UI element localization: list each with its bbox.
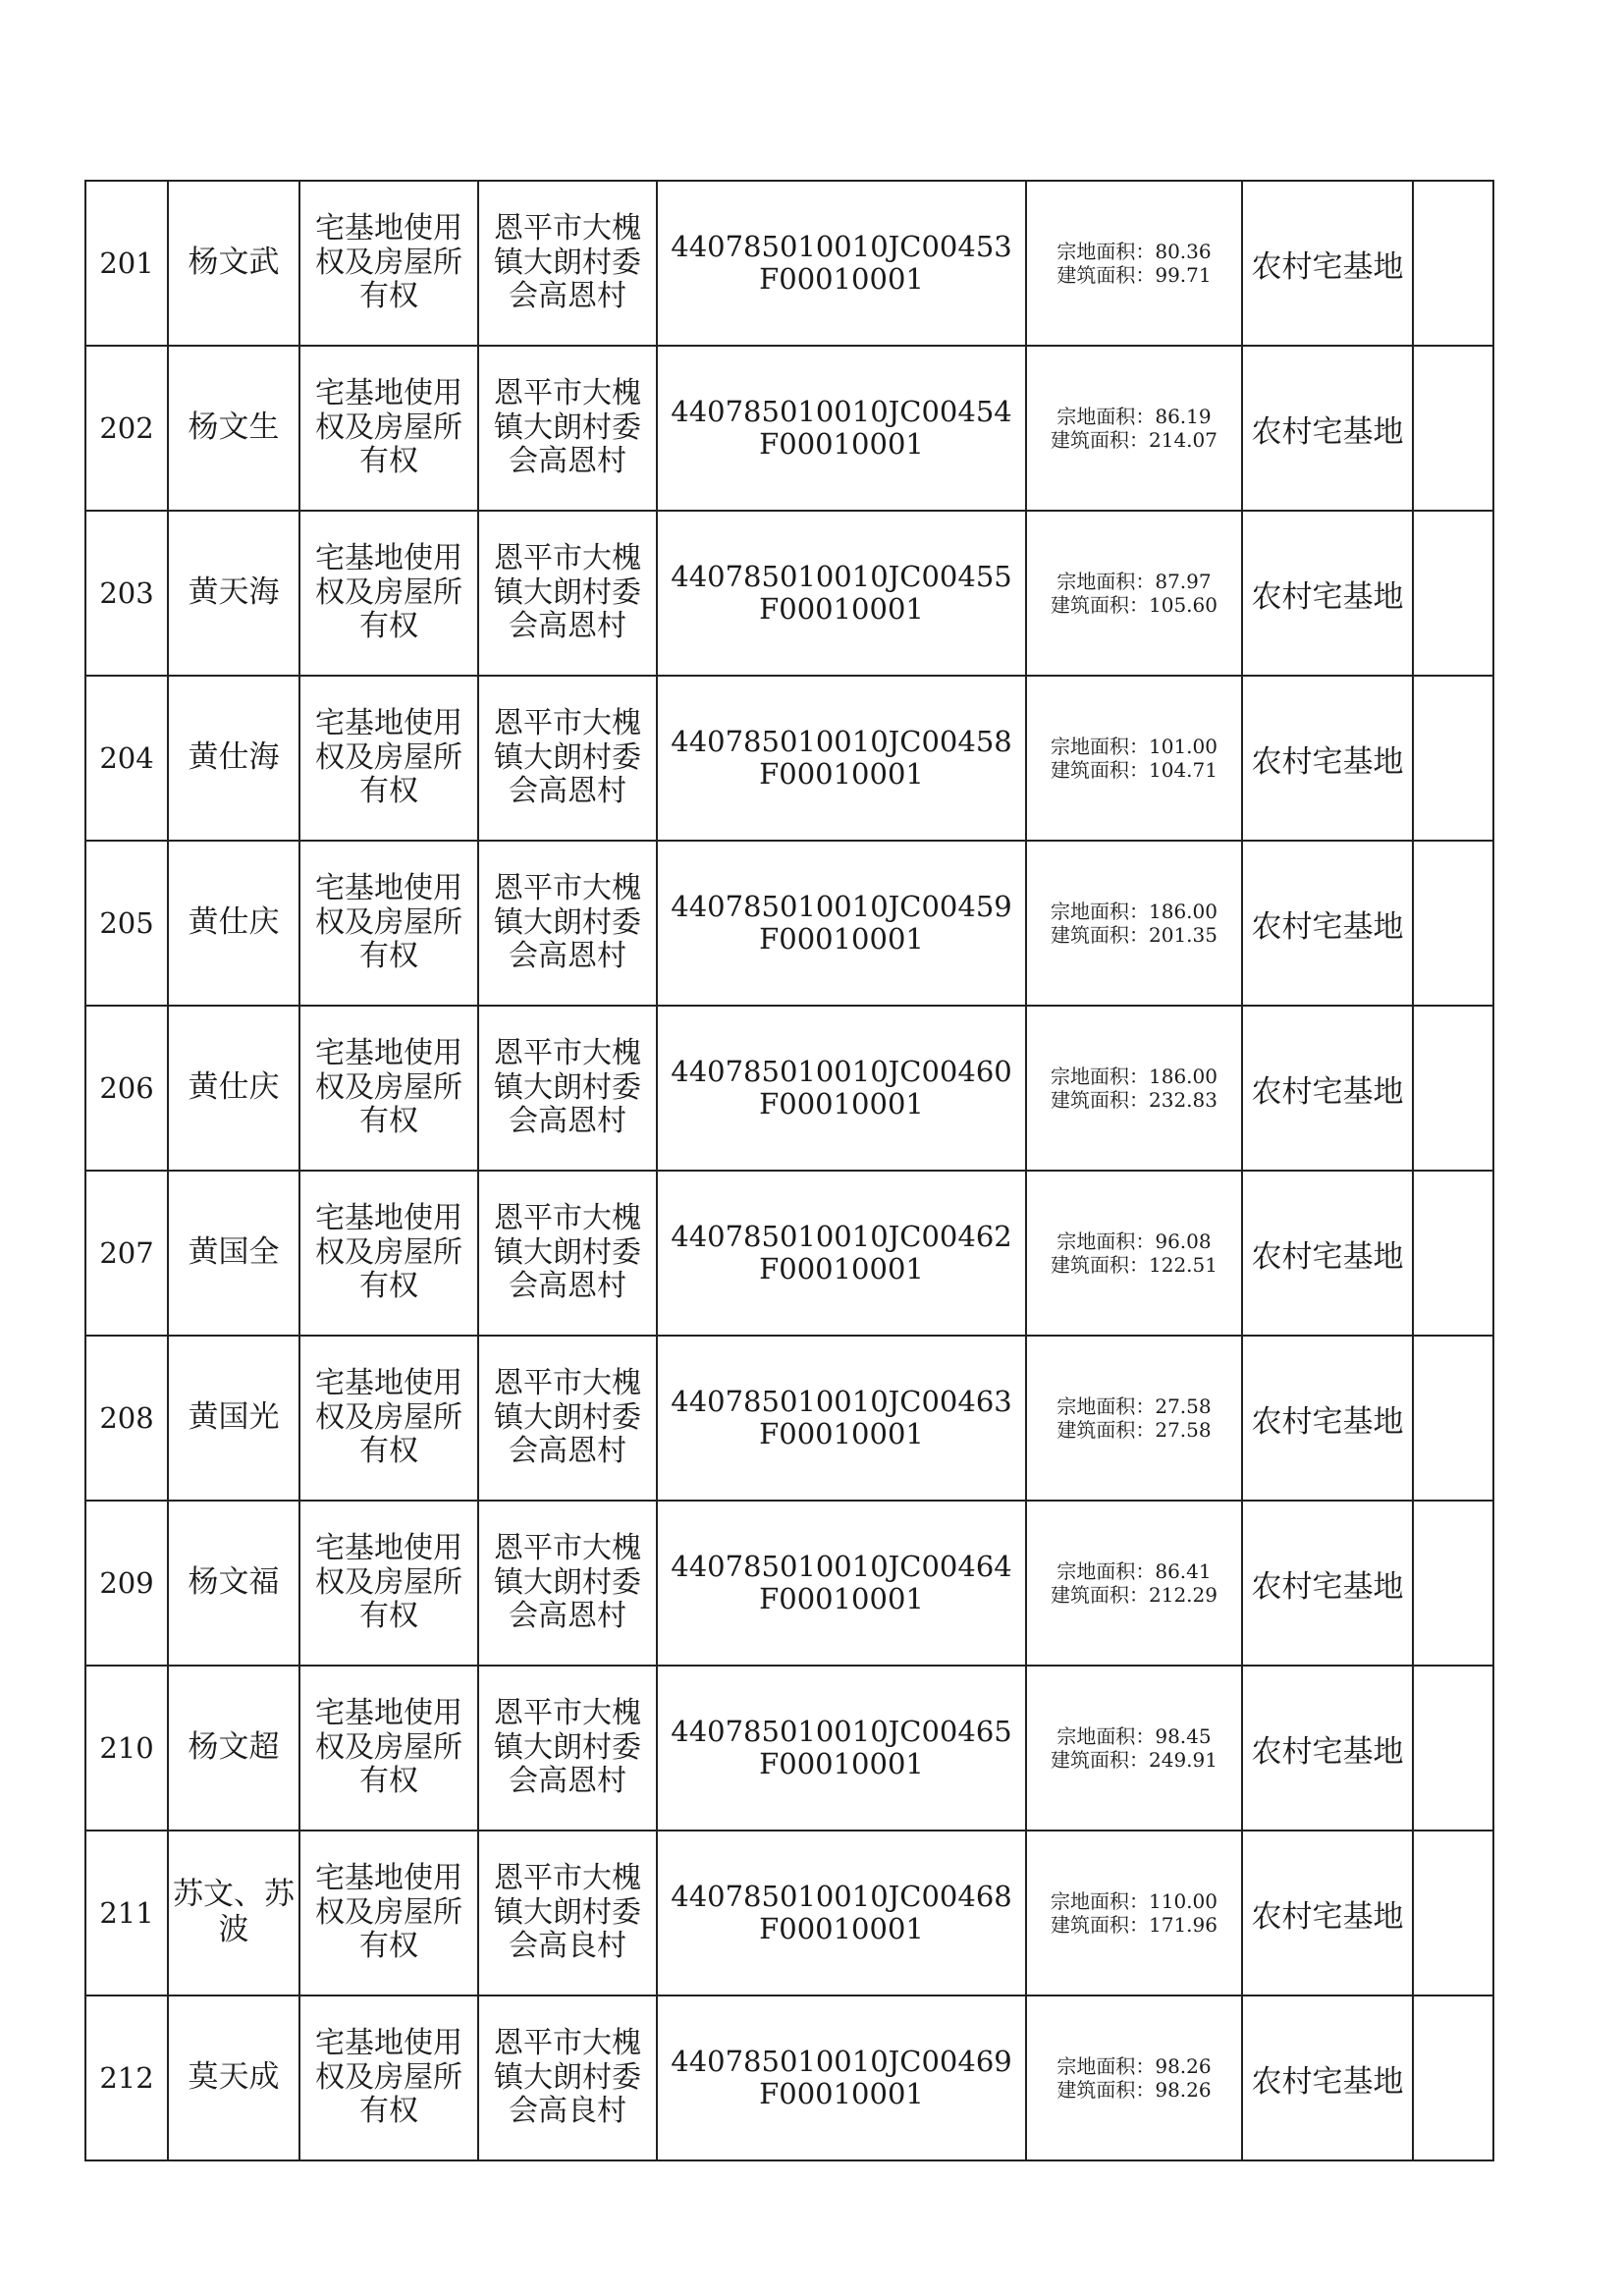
remark-cell [1413, 1171, 1493, 1336]
building-area: 建筑面积：214.07 [1051, 428, 1217, 452]
remark-cell [1413, 841, 1493, 1006]
remark-cell [1413, 676, 1493, 841]
land-use-type: 农村宅基地 [1242, 1666, 1413, 1831]
land-area: 宗地面积：27.58 [1056, 1394, 1212, 1418]
remark-cell [1413, 1501, 1493, 1666]
property-location: 恩平市大槐镇大朗村委会高恩村 [478, 346, 657, 511]
building-area: 建筑面积：249.91 [1051, 1748, 1217, 1772]
land-area: 宗地面积：186.00 [1051, 1065, 1217, 1088]
right-type: 宅基地使用权及房屋所有权 [299, 841, 478, 1006]
row-number: 211 [85, 1831, 168, 1995]
building-area: 建筑面积：122.51 [1051, 1253, 1217, 1277]
unit-code: 440785010010JC00469F00010001 [657, 1995, 1026, 2160]
table-row [85, 511, 1493, 676]
building-area: 建筑面积：232.83 [1051, 1088, 1217, 1112]
unit-code: 440785010010JC00458F00010001 [657, 676, 1026, 841]
land-use-type: 农村宅基地 [1242, 1831, 1413, 1995]
owner-name: 杨文武 [168, 181, 299, 346]
land-area: 宗地面积：80.36 [1056, 240, 1212, 263]
table-row [85, 1336, 1493, 1501]
right-type: 宅基地使用权及房屋所有权 [299, 1831, 478, 1995]
right-type: 宅基地使用权及房屋所有权 [299, 181, 478, 346]
table-row [85, 346, 1493, 511]
area-cell [1026, 1171, 1242, 1336]
right-type: 宅基地使用权及房屋所有权 [299, 346, 478, 511]
owner-name: 杨文生 [168, 346, 299, 511]
unit-code: 440785010010JC00462F00010001 [657, 1171, 1026, 1336]
building-area: 建筑面积：201.35 [1051, 923, 1217, 947]
remark-cell [1413, 1995, 1493, 2160]
row-number: 212 [85, 1995, 168, 2160]
owner-name: 杨文超 [168, 1666, 299, 1831]
property-location: 恩平市大槐镇大朗村委会高恩村 [478, 841, 657, 1006]
owner-name: 黄仕海 [168, 676, 299, 841]
building-area: 建筑面积：105.60 [1051, 593, 1217, 617]
row-number: 205 [85, 841, 168, 1006]
building-area: 建筑面积：99.71 [1056, 263, 1212, 287]
unit-code: 440785010010JC00455F00010001 [657, 511, 1026, 676]
remark-cell [1413, 346, 1493, 511]
row-number: 202 [85, 346, 168, 511]
owner-name: 黄国光 [168, 1336, 299, 1501]
land-use-type: 农村宅基地 [1242, 841, 1413, 1006]
unit-code: 440785010010JC00460F00010001 [657, 1006, 1026, 1171]
table-row [85, 1831, 1493, 1995]
land-use-type: 农村宅基地 [1242, 1006, 1413, 1171]
land-area: 宗地面积：186.00 [1051, 900, 1217, 923]
right-type: 宅基地使用权及房屋所有权 [299, 1666, 478, 1831]
property-location: 恩平市大槐镇大朗村委会高恩村 [478, 511, 657, 676]
property-location: 恩平市大槐镇大朗村委会高良村 [478, 1995, 657, 2160]
land-area: 宗地面积：96.08 [1056, 1230, 1212, 1253]
land-use-type: 农村宅基地 [1242, 346, 1413, 511]
area-cell [1026, 511, 1242, 676]
area-cell [1026, 346, 1242, 511]
area-cell [1026, 1336, 1242, 1501]
owner-name: 黄仕庆 [168, 841, 299, 1006]
right-type: 宅基地使用权及房屋所有权 [299, 676, 478, 841]
property-location: 恩平市大槐镇大朗村委会高恩村 [478, 1501, 657, 1666]
table-row [85, 1995, 1493, 2160]
unit-code: 440785010010JC00465F00010001 [657, 1666, 1026, 1831]
land-area: 宗地面积：101.00 [1051, 735, 1217, 758]
property-location: 恩平市大槐镇大朗村委会高恩村 [478, 1666, 657, 1831]
remark-cell [1413, 1006, 1493, 1171]
land-area: 宗地面积：110.00 [1051, 1889, 1217, 1913]
property-location: 恩平市大槐镇大朗村委会高恩村 [478, 676, 657, 841]
owner-name: 黄仕庆 [168, 1006, 299, 1171]
table-row [85, 181, 1493, 346]
land-area: 宗地面积：86.19 [1056, 405, 1212, 428]
unit-code: 440785010010JC00464F00010001 [657, 1501, 1026, 1666]
owner-name: 黄天海 [168, 511, 299, 676]
building-area: 建筑面积：27.58 [1056, 1418, 1212, 1442]
area-cell [1026, 181, 1242, 346]
building-area: 建筑面积：98.26 [1056, 2078, 1212, 2102]
land-use-type: 农村宅基地 [1242, 1995, 1413, 2160]
building-area: 建筑面积：212.29 [1051, 1583, 1217, 1607]
row-number: 203 [85, 511, 168, 676]
unit-code: 440785010010JC00453F00010001 [657, 181, 1026, 346]
row-number: 207 [85, 1171, 168, 1336]
table-row [85, 1006, 1493, 1171]
owner-name: 苏文、苏波 [168, 1831, 299, 1995]
table-row [85, 1501, 1493, 1666]
row-number: 209 [85, 1501, 168, 1666]
land-area: 宗地面积：98.26 [1056, 2054, 1212, 2078]
table-row [85, 1666, 1493, 1831]
owner-name: 杨文福 [168, 1501, 299, 1666]
property-location: 恩平市大槐镇大朗村委会高恩村 [478, 181, 657, 346]
row-number: 210 [85, 1666, 168, 1831]
remark-cell [1413, 181, 1493, 346]
land-use-type: 农村宅基地 [1242, 676, 1413, 841]
right-type: 宅基地使用权及房屋所有权 [299, 1171, 478, 1336]
property-location: 恩平市大槐镇大朗村委会高恩村 [478, 1006, 657, 1171]
area-cell [1026, 676, 1242, 841]
area-cell [1026, 1006, 1242, 1171]
table-row [85, 841, 1493, 1006]
area-cell [1026, 1995, 1242, 2160]
unit-code: 440785010010JC00454F00010001 [657, 346, 1026, 511]
right-type: 宅基地使用权及房屋所有权 [299, 1006, 478, 1171]
table-body [85, 181, 1493, 2160]
right-type: 宅基地使用权及房屋所有权 [299, 1995, 478, 2160]
remark-cell [1413, 1666, 1493, 1831]
building-area: 建筑面积：104.71 [1051, 758, 1217, 782]
area-cell [1026, 1666, 1242, 1831]
land-use-type: 农村宅基地 [1242, 1501, 1413, 1666]
right-type: 宅基地使用权及房屋所有权 [299, 511, 478, 676]
owner-name: 莫天成 [168, 1995, 299, 2160]
right-type: 宅基地使用权及房屋所有权 [299, 1336, 478, 1501]
row-number: 208 [85, 1336, 168, 1501]
table-row [85, 676, 1493, 841]
remark-cell [1413, 1336, 1493, 1501]
land-use-type: 农村宅基地 [1242, 511, 1413, 676]
land-area: 宗地面积：86.41 [1056, 1559, 1212, 1583]
unit-code: 440785010010JC00468F00010001 [657, 1831, 1026, 1995]
unit-code: 440785010010JC00463F00010001 [657, 1336, 1026, 1501]
unit-code: 440785010010JC00459F00010001 [657, 841, 1026, 1006]
land-area: 宗地面积：98.45 [1056, 1724, 1212, 1748]
right-type: 宅基地使用权及房屋所有权 [299, 1501, 478, 1666]
row-number: 206 [85, 1006, 168, 1171]
land-area: 宗地面积：87.97 [1056, 570, 1212, 593]
owner-name: 黄国全 [168, 1171, 299, 1336]
property-location: 恩平市大槐镇大朗村委会高恩村 [478, 1336, 657, 1501]
land-use-type: 农村宅基地 [1242, 1171, 1413, 1336]
property-location: 恩平市大槐镇大朗村委会高恩村 [478, 1171, 657, 1336]
property-location: 恩平市大槐镇大朗村委会高良村 [478, 1831, 657, 1995]
registration-table [84, 180, 1494, 2161]
row-number: 201 [85, 181, 168, 346]
area-cell [1026, 1501, 1242, 1666]
area-cell [1026, 841, 1242, 1006]
remark-cell [1413, 511, 1493, 676]
land-use-type: 农村宅基地 [1242, 181, 1413, 346]
area-cell [1026, 1831, 1242, 1995]
row-number: 204 [85, 676, 168, 841]
building-area: 建筑面积：171.96 [1051, 1913, 1217, 1937]
table-row [85, 1171, 1493, 1336]
remark-cell [1413, 1831, 1493, 1995]
land-use-type: 农村宅基地 [1242, 1336, 1413, 1501]
